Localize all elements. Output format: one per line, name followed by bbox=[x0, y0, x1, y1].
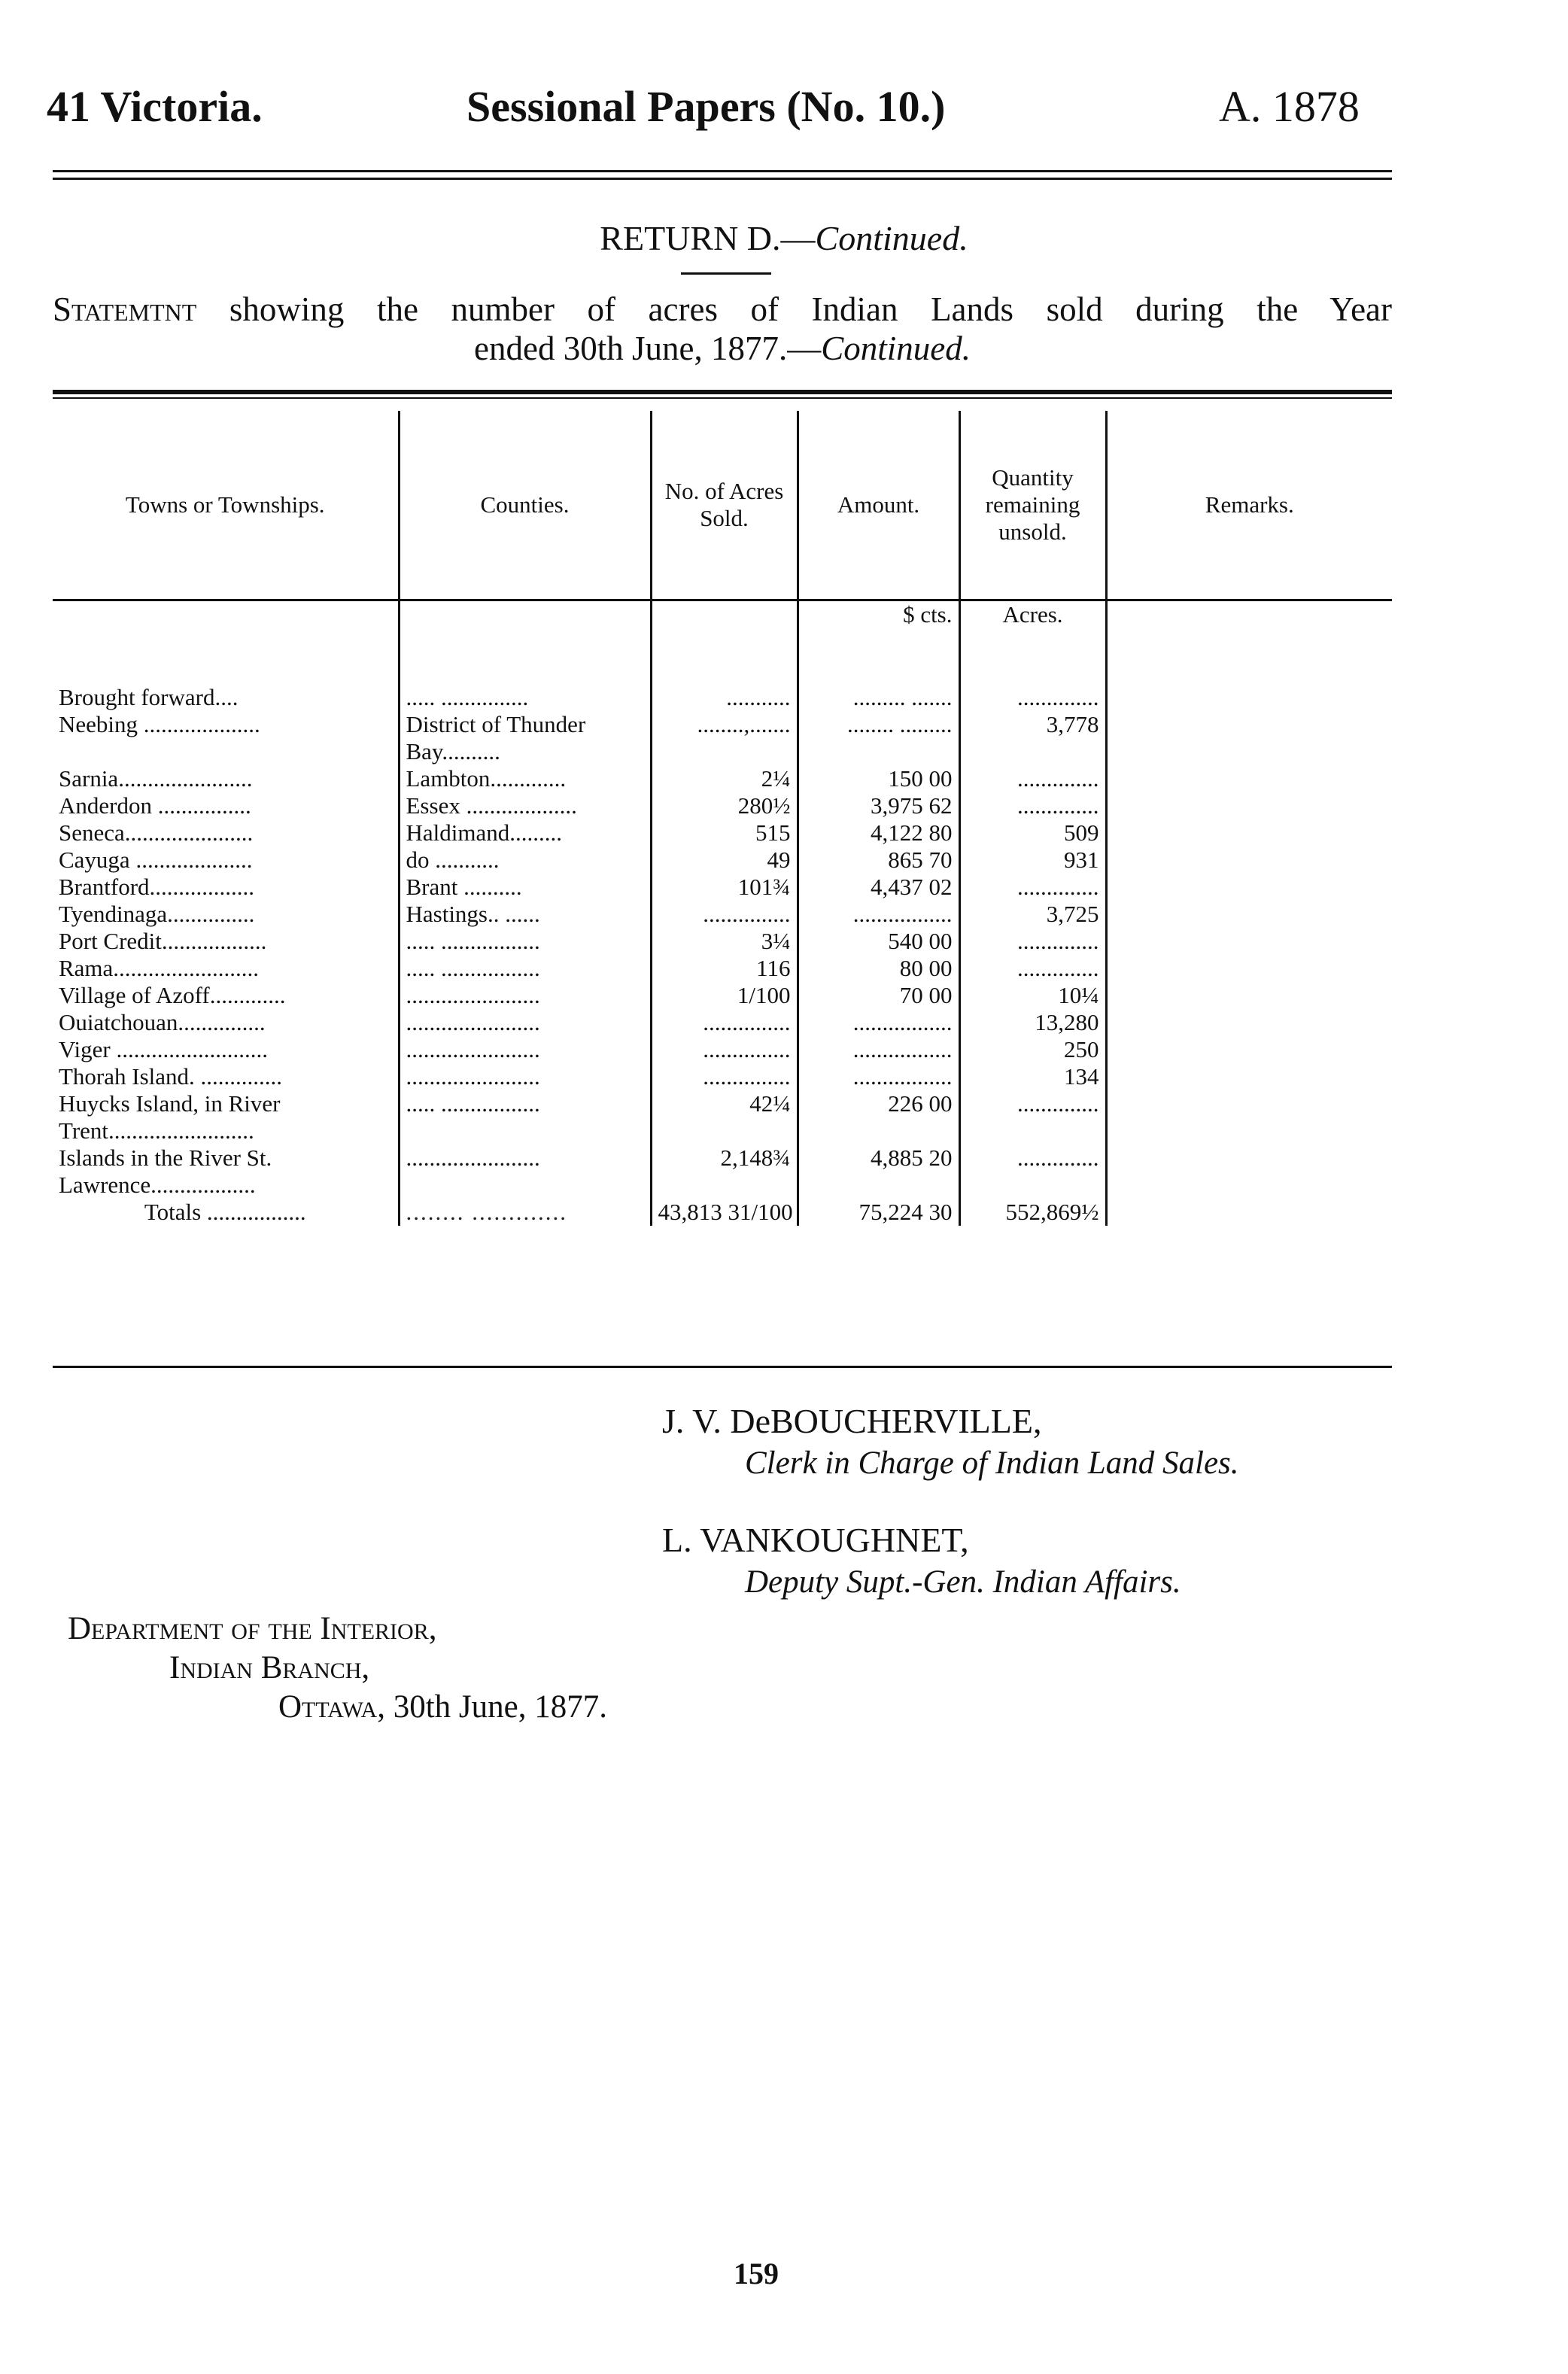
row-remarks bbox=[1106, 1090, 1392, 1144]
row-remarks bbox=[1106, 1036, 1392, 1063]
row-remarks bbox=[1106, 1063, 1392, 1090]
row-quantity: .............. bbox=[959, 1144, 1106, 1199]
col-header-acres: No. of Acres Sold. bbox=[651, 411, 798, 600]
row-county: ....................... bbox=[399, 1036, 651, 1063]
row-amount: ........ ......... bbox=[798, 711, 959, 765]
row-amount: ................. bbox=[798, 1009, 959, 1036]
table-row bbox=[53, 1036, 1392, 1063]
row-town: Islands in the River St. Lawrence.................. bbox=[59, 1144, 272, 1198]
row-quantity: 3,778 bbox=[959, 711, 1106, 765]
totals-amount: 75,224 30 bbox=[798, 1199, 959, 1226]
row-county: Hastings.. ...... bbox=[399, 901, 651, 928]
statement-line1: showing the number of acres of Indian Lands sold during the Year bbox=[229, 290, 1392, 328]
row-quantity: 509 bbox=[959, 819, 1106, 847]
row-acres: 49 bbox=[651, 847, 798, 874]
row-amount: 4,122 80 bbox=[798, 819, 959, 847]
page-number: 159 bbox=[734, 2257, 779, 2290]
row-acres: ........,....... bbox=[651, 711, 798, 765]
row-county: Brant .......... bbox=[399, 874, 651, 901]
row-acres: 515 bbox=[651, 819, 798, 847]
row-amount: 150 00 bbox=[798, 765, 959, 792]
row-acres: 2,148¾ bbox=[651, 1144, 798, 1199]
row-amount: 3,975 62 bbox=[798, 792, 959, 819]
table-row bbox=[53, 928, 1392, 955]
dept-line3 bbox=[278, 1689, 607, 1725]
totals-label: Totals ................. bbox=[144, 1199, 306, 1225]
row-town: Huycks Island, in River Trent......................... bbox=[59, 1090, 281, 1144]
row-county: ....................... bbox=[399, 1144, 651, 1199]
dept-line1: Department of the Interior, bbox=[68, 1611, 437, 1646]
row-town: Cayuga .................... bbox=[59, 847, 253, 873]
totals-quantity: 552,869½ bbox=[959, 1199, 1106, 1226]
return-title-main: RETURN D.— bbox=[600, 219, 816, 257]
table-row bbox=[53, 982, 1392, 1009]
dept-date: 30th June, 1877. bbox=[393, 1689, 608, 1725]
table-row bbox=[53, 765, 1392, 792]
header-center: Sessional Papers (No. 10.) bbox=[466, 82, 946, 131]
table-bottom-rule bbox=[53, 1366, 1392, 1368]
row-acres: 101¾ bbox=[651, 874, 798, 901]
row-amount: ................. bbox=[798, 901, 959, 928]
row-quantity: 10¼ bbox=[959, 982, 1106, 1009]
col-header-counties: Counties. bbox=[399, 411, 651, 600]
row-quantity: .............. bbox=[959, 765, 1106, 792]
table-top-rule bbox=[53, 390, 1392, 394]
row-county: ..... ............... bbox=[399, 684, 651, 711]
row-remarks bbox=[1106, 982, 1392, 1009]
signature-2-title: Deputy Supt.-Gen. Indian Affairs. bbox=[745, 1564, 1181, 1600]
row-quantity: 250 bbox=[959, 1036, 1106, 1063]
header-rule-bottom bbox=[53, 178, 1392, 180]
signature-2-name: L. VANKOUGHNET, bbox=[662, 1521, 969, 1559]
table-row bbox=[53, 874, 1392, 901]
statement-line2-italic: Continued. bbox=[821, 330, 971, 367]
row-acres: ............... bbox=[651, 901, 798, 928]
unit-amount: $ cts. bbox=[798, 600, 959, 685]
row-acres: 116 bbox=[651, 955, 798, 982]
table-row bbox=[53, 819, 1392, 847]
row-acres: ............... bbox=[651, 1063, 798, 1090]
row-town: Tyendinaga............... bbox=[59, 901, 255, 927]
row-amount: 4,437 02 bbox=[798, 874, 959, 901]
row-amount: 70 00 bbox=[798, 982, 959, 1009]
row-town: Port Credit.................. bbox=[59, 928, 267, 954]
row-quantity: .............. bbox=[959, 792, 1106, 819]
row-amount: ......... ....... bbox=[798, 684, 959, 711]
row-town: Village of Azoff............. bbox=[59, 982, 286, 1008]
row-town: Sarnia....................... bbox=[59, 765, 253, 792]
row-remarks bbox=[1106, 792, 1392, 819]
table-top-rule-thin bbox=[53, 397, 1392, 399]
row-remarks bbox=[1106, 711, 1392, 765]
row-town: Neebing .................... bbox=[59, 711, 260, 737]
col-header-amount: Amount. bbox=[798, 411, 959, 600]
return-table bbox=[53, 411, 1392, 1226]
totals-acres: 43,813 31/100 bbox=[651, 1199, 798, 1226]
row-quantity: 3,725 bbox=[959, 901, 1106, 928]
row-county: ....................... bbox=[399, 1009, 651, 1036]
row-remarks bbox=[1106, 874, 1392, 901]
table-row bbox=[53, 684, 1392, 711]
table-row bbox=[53, 1090, 1392, 1144]
row-town: Thorah Island. .............. bbox=[59, 1063, 283, 1090]
row-town: Anderdon ................ bbox=[59, 792, 251, 819]
table-row bbox=[53, 1144, 1392, 1199]
row-remarks bbox=[1106, 901, 1392, 928]
row-amount: 4,885 20 bbox=[798, 1144, 959, 1199]
row-amount: ................. bbox=[798, 1036, 959, 1063]
row-quantity: .............. bbox=[959, 928, 1106, 955]
row-amount: 540 00 bbox=[798, 928, 959, 955]
row-acres: ............... bbox=[651, 1036, 798, 1063]
row-acres: 1/100 bbox=[651, 982, 798, 1009]
row-county: Essex ................... bbox=[399, 792, 651, 819]
row-town: Ouiatchouan............... bbox=[59, 1009, 266, 1035]
row-town: Viger .......................... bbox=[59, 1036, 268, 1062]
row-acres: 2¼ bbox=[651, 765, 798, 792]
statement-prefix: Statemtnt bbox=[53, 290, 197, 328]
row-amount: ................. bbox=[798, 1063, 959, 1090]
row-remarks bbox=[1106, 847, 1392, 874]
row-county: ....................... bbox=[399, 1063, 651, 1090]
statement-line2: ended 30th June, 1877.— bbox=[474, 330, 822, 367]
row-acres: ............... bbox=[651, 1009, 798, 1036]
row-amount: 865 70 bbox=[798, 847, 959, 874]
row-remarks bbox=[1106, 1144, 1392, 1199]
unit-quantity: Acres. bbox=[959, 600, 1106, 685]
header-right: A. 1878 bbox=[1219, 82, 1360, 131]
row-town: Rama......................... bbox=[59, 955, 260, 981]
dept-line2: Indian Branch, bbox=[169, 1650, 370, 1686]
row-acres: ........... bbox=[651, 684, 798, 711]
row-town: Brantford.................. bbox=[59, 874, 255, 900]
row-quantity: .............. bbox=[959, 1090, 1106, 1144]
row-amount: 226 00 bbox=[798, 1090, 959, 1144]
table-row bbox=[53, 792, 1392, 819]
col-header-towns: Towns or Townships. bbox=[125, 491, 325, 518]
table-row bbox=[53, 1009, 1392, 1036]
row-quantity: .............. bbox=[959, 874, 1106, 901]
table-body bbox=[53, 684, 1392, 1199]
row-remarks bbox=[1106, 928, 1392, 955]
row-quantity: .............. bbox=[959, 684, 1106, 711]
row-acres: 280½ bbox=[651, 792, 798, 819]
table-row bbox=[53, 955, 1392, 982]
row-quantity: .............. bbox=[959, 955, 1106, 982]
row-remarks bbox=[1106, 955, 1392, 982]
row-acres: 42¼ bbox=[651, 1090, 798, 1144]
row-amount: 80 00 bbox=[798, 955, 959, 982]
row-county: Haldimand......... bbox=[399, 819, 651, 847]
row-remarks bbox=[1106, 819, 1392, 847]
row-quantity: 134 bbox=[959, 1063, 1106, 1090]
row-county: ..... ................. bbox=[399, 928, 651, 955]
row-county: do ........... bbox=[399, 847, 651, 874]
header-rule-top bbox=[53, 170, 1392, 172]
row-quantity: 13,280 bbox=[959, 1009, 1106, 1036]
row-county: ..... ................. bbox=[399, 1090, 651, 1144]
row-remarks bbox=[1106, 765, 1392, 792]
row-county: ....................... bbox=[399, 982, 651, 1009]
col-header-remarks: Remarks. bbox=[1106, 411, 1392, 600]
row-remarks bbox=[1106, 1009, 1392, 1036]
table-row bbox=[53, 1063, 1392, 1090]
statement bbox=[53, 290, 1392, 368]
return-title bbox=[0, 218, 1568, 258]
header-left: 41 Victoria. bbox=[47, 82, 263, 131]
row-remarks bbox=[1106, 684, 1392, 711]
table-header-row bbox=[53, 411, 1392, 600]
totals-row bbox=[53, 1199, 1392, 1226]
row-quantity: 931 bbox=[959, 847, 1106, 874]
row-county: District of Thunder Bay.......... bbox=[399, 711, 651, 765]
col-header-quantity: Quantity remaining unsold. bbox=[959, 411, 1106, 600]
signature-1-title: Clerk in Charge of Indian Land Sales. bbox=[745, 1445, 1239, 1481]
row-county: ..... ................. bbox=[399, 955, 651, 982]
table-row bbox=[53, 847, 1392, 874]
table-row bbox=[53, 901, 1392, 928]
totals-county: ........ ............. bbox=[399, 1199, 651, 1226]
dept-place: Ottawa, bbox=[278, 1689, 385, 1725]
units-row bbox=[53, 600, 1392, 685]
row-town: Seneca...................... bbox=[59, 819, 254, 846]
row-acres: 3¼ bbox=[651, 928, 798, 955]
table-row bbox=[53, 711, 1392, 765]
signature-1-name: J. V. DeBOUCHERVILLE, bbox=[662, 1402, 1042, 1440]
row-county: Lambton............. bbox=[399, 765, 651, 792]
return-title-italic: Continued. bbox=[815, 219, 968, 257]
row-town: Brought forward.... bbox=[59, 684, 239, 710]
title-underline bbox=[681, 272, 771, 275]
